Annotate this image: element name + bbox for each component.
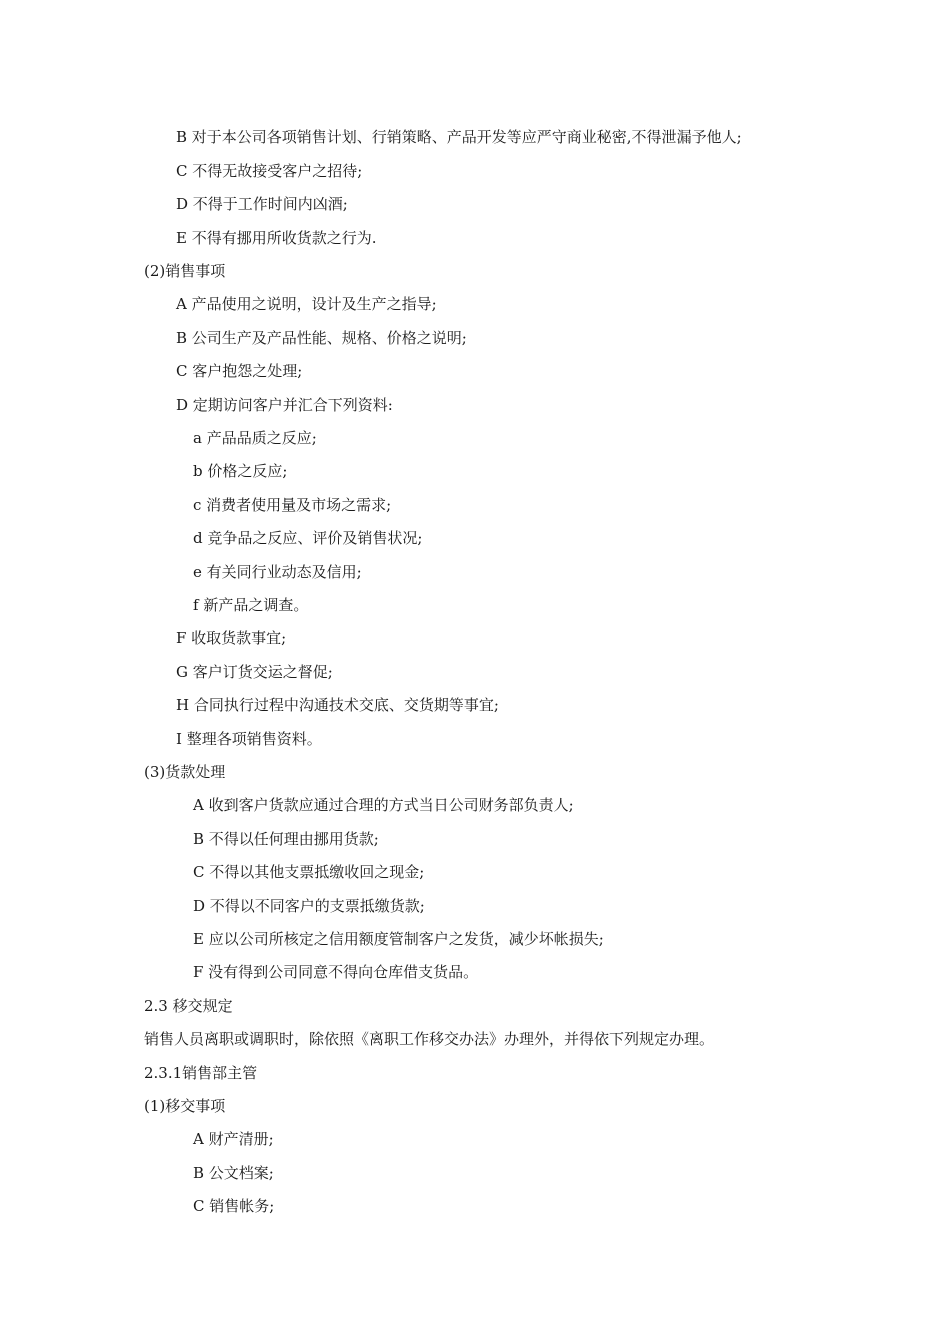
text-line: b 价格之反应; <box>193 462 288 480</box>
text-line: C 不得无故接受客户之招待; <box>176 162 363 180</box>
text-line: B 对于本公司各项销售计划、行销策略、产品开发等应严守商业秘密,不得泄漏予他人; <box>176 128 742 146</box>
text-line: e 有关同行业动态及信用; <box>193 563 362 581</box>
text-line: A 产品使用之说明，设计及生产之指导; <box>176 295 437 313</box>
text-line: C 客户抱怨之处理; <box>176 362 303 380</box>
text-line: A 财产清册; <box>193 1130 274 1148</box>
text-line: A 收到客户货款应通过合理的方式当日公司财务部负责人; <box>193 796 574 814</box>
text-line: D 不得以不同客户的支票抵缴货款; <box>193 897 425 915</box>
text-line: B 公文档案; <box>193 1164 274 1182</box>
text-line: D 定期访问客户并汇合下列资料: <box>176 396 393 414</box>
text-line: H 合同执行过程中沟通技术交底、交货期等事宜; <box>176 696 499 714</box>
text-line: B 公司生产及产品性能、规格、价格之说明; <box>176 329 467 347</box>
text-line: a 产品品质之反应; <box>193 429 317 447</box>
text-line: C 不得以其他支票抵缴收回之现金; <box>193 863 425 881</box>
text-line: I 整理各项销售资料。 <box>176 730 322 748</box>
text-line: G 客户订货交运之督促; <box>176 663 333 681</box>
section-heading: (2)销售事项 <box>144 262 226 280</box>
section-heading: 2.3 移交规定 <box>144 997 233 1015</box>
section-heading: (3)货款处理 <box>144 763 226 781</box>
text-line: c 消费者使用量及市场之需求; <box>193 496 392 514</box>
text-line: E 不得有挪用所收货款之行为. <box>176 229 377 247</box>
text-line: f 新产品之调查。 <box>193 596 309 614</box>
text-line: F 收取货款事宜; <box>176 629 287 647</box>
text-line: E 应以公司所核定之信用额度管制客户之发货，减少坏帐损失; <box>193 930 604 948</box>
paragraph: 销售人员离职或调职时，除依照《离职工作移交办法》办理外，并得依下列规定办理。 <box>144 1030 715 1048</box>
text-line: d 竞争品之反应、评价及销售状况; <box>193 529 423 547</box>
text-line: F 没有得到公司同意不得向仓库借支货品。 <box>193 963 479 981</box>
section-heading: 2.3.1销售部主管 <box>144 1064 258 1082</box>
text-line: D 不得于工作时间内凶酒; <box>176 195 348 213</box>
text-line: C 销售帐务; <box>193 1197 275 1215</box>
section-heading: (1)移交事项 <box>144 1097 226 1115</box>
text-line: B 不得以任何理由挪用货款; <box>193 830 379 848</box>
